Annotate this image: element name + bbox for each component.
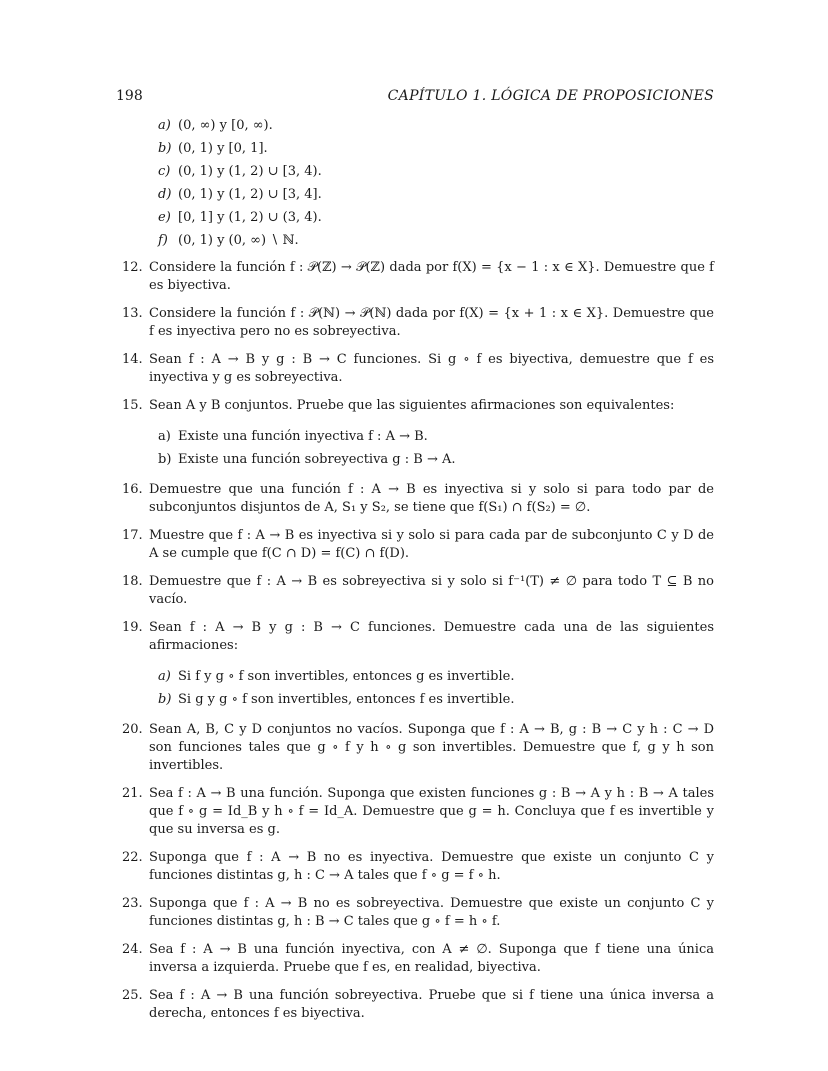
subitem: a) Existe una función inyectiva f : A → B. xyxy=(158,429,428,444)
problem-number: 19. xyxy=(122,620,143,635)
problem-number: 25. xyxy=(122,988,143,1003)
subitem: d) (0, 1) y (1, 2) ∪ [3, 4]. xyxy=(158,187,322,202)
subitem: a) (0, ∞) y [0, ∞). xyxy=(158,118,273,133)
chapter-header: CAPÍTULO 1. LÓGICA DE PROPOSICIONES xyxy=(387,88,714,104)
problem-number: 15. xyxy=(122,398,143,413)
problem-number: 21. xyxy=(122,786,143,801)
page-number: 198 xyxy=(116,88,143,104)
problem-list xyxy=(122,259,714,1033)
subitem: c) (0, 1) y (1, 2) ∪ [3, 4). xyxy=(158,164,322,179)
problem-text: Demuestre que una función f : A → B es inyectiva si y solo si para todo par de subconjuntos disjuntos de A, S₁ y S₂, se tiene que f(S₁) ∩ f(S₂) = ∅. xyxy=(149,482,714,515)
problem-number: 17. xyxy=(122,528,143,543)
subitem: e) [0, 1] y (1, 2) ∪ (3, 4). xyxy=(158,210,322,225)
problem-19 xyxy=(122,619,714,711)
problem-number: 22. xyxy=(122,850,143,865)
subitem: f) (0, 1) y (0, ∞) ∖ ℕ. xyxy=(158,233,299,248)
problem-text: Sea f : A → B una función. Suponga que existen funciones g : B → A y h : B → A tales que f ∘ g = Id_B y h ∘ f = Id_A. Demuestre que g = h. Concluya que f es invertible y que su inversa es g. xyxy=(149,786,714,837)
problem-text: Suponga que f : A → B no es inyectiva. Demuestre que existe un conjunto C y funciones distintas g, h : C → A tales que f ∘ g = f ∘ h. xyxy=(149,850,714,883)
problem-text: Considere la función f : 𝒫(ℤ) → 𝒫(ℤ) dada por f(X) = {x − 1 : x ∈ X}. Demuestre que f es biyectiva. xyxy=(149,260,714,293)
problem-21 xyxy=(122,785,714,839)
problem-number: 20. xyxy=(122,722,143,737)
problem-18 xyxy=(122,573,714,609)
problem-19-subitems xyxy=(149,665,714,711)
problem-12 xyxy=(122,259,714,295)
problem-25 xyxy=(122,987,714,1023)
problem-17 xyxy=(122,527,714,563)
problem-text: Sean A, B, C y D conjuntos no vacíos. Suponga que f : A → B, g : B → C y h : C → D son funciones tales que g ∘ f y h ∘ g son invertibles. Demuestre que f, g y h son invertibles. xyxy=(149,722,714,773)
problem-20 xyxy=(122,721,714,775)
problem-13 xyxy=(122,305,714,341)
problem-24 xyxy=(122,941,714,977)
problem-text: Muestre que f : A → B es inyectiva si y solo si para cada par de subconjunto C y D de A se cumple que f(C ∩ D) = f(C) ∩ f(D). xyxy=(149,528,714,561)
problem-number: 23. xyxy=(122,896,143,911)
problem-text: Sean f : A → B y g : B → C funciones. Si g ∘ f es biyectiva, demuestre que f es inyectiva y g es sobreyectiva. xyxy=(149,352,714,385)
problem-16 xyxy=(122,481,714,517)
problem-23 xyxy=(122,895,714,931)
problem-text: Sean f : A → B y g : B → C funciones. Demuestre cada una de las siguientes afirmaciones: xyxy=(149,620,714,653)
problem-text: Sean A y B conjuntos. Pruebe que las siguientes afirmaciones son equivalentes: xyxy=(149,398,675,413)
previous-problem-subitems xyxy=(158,114,718,252)
subitem: b) (0, 1) y [0, 1]. xyxy=(158,141,268,156)
problem-number: 12. xyxy=(122,260,143,275)
problem-number: 14. xyxy=(122,352,143,367)
problem-number: 16. xyxy=(122,482,143,497)
problem-text: Sea f : A → B una función inyectiva, con A ≠ ∅. Suponga que f tiene una única inversa a izquierda. Pruebe que f es, en realidad, biyectiva. xyxy=(149,942,714,975)
problem-text: Demuestre que f : A → B es sobreyectiva si y solo si f⁻¹(T) ≠ ∅ para todo T ⊆ B no vacío. xyxy=(149,574,714,607)
problem-text: Sea f : A → B una función sobreyectiva. Pruebe que si f tiene una única inversa a derecha, entonces f es biyectiva. xyxy=(149,988,714,1021)
subitem: a) Si f y g ∘ f son invertibles, entonces g es invertible. xyxy=(158,669,515,684)
problem-22 xyxy=(122,849,714,885)
problem-number: 18. xyxy=(122,574,143,589)
problem-14 xyxy=(122,351,714,387)
subitem: b) Si g y g ∘ f son invertibles, entonces f es invertible. xyxy=(158,692,515,707)
problem-number: 13. xyxy=(122,306,143,321)
problem-text: Suponga que f : A → B no es sobreyectiva. Demuestre que existe un conjunto C y funciones distintas g, h : B → C tales que g ∘ f = h ∘ f. xyxy=(149,896,714,929)
problem-number: 24. xyxy=(122,942,143,957)
problem-text: Considere la función f : 𝒫(ℕ) → 𝒫(ℕ) dada por f(X) = {x + 1 : x ∈ X}. Demuestre que f es inyectiva pero no es sobreyectiva. xyxy=(149,306,714,339)
subitem: b) Existe una función sobreyectiva g : B → A. xyxy=(158,452,456,467)
problem-15-subitems xyxy=(149,425,714,471)
problem-15 xyxy=(122,397,714,471)
